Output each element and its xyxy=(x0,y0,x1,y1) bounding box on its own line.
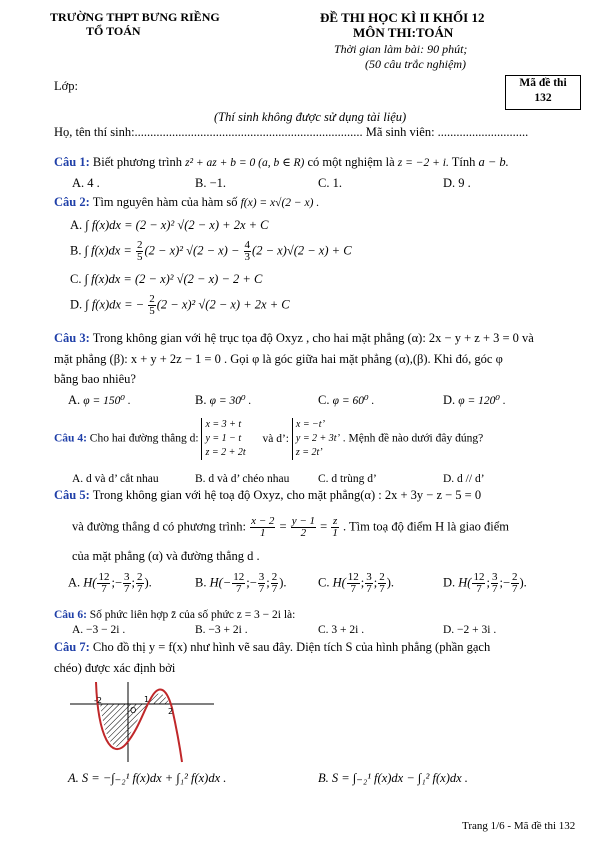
question-6: Câu 6: Số phức liên hợp z̄ của số phức z = 3 − 2i là: xyxy=(54,609,296,621)
graph-label-1: 1 xyxy=(144,695,150,704)
q4-option-b[interactable]: B. d và d’ chéo nhau xyxy=(195,473,290,485)
question-1: Câu 1: Biết phương trình z² + az + b = 0 (a, b ∈ R) có một nghiệm là z = −2 + i. Tính a − b. xyxy=(54,155,509,169)
subject: MÔN THI:TOÁN xyxy=(353,25,454,40)
class-label: Lớp: xyxy=(54,79,78,93)
q4-option-c[interactable]: C. d trùng d’ xyxy=(318,473,377,485)
q2-option-d[interactable]: D. ∫ f(x)dx = − $\frac{2}{5}$ (2 − x)² √(2 − x) + 2x + C xyxy=(70,293,290,317)
q6-option-c[interactable]: C. 3 + 2i . xyxy=(318,624,365,636)
no-documents-note: (Thí sinh không được sử dụng tài liệu) xyxy=(214,110,407,124)
department: TỔ TOÁN xyxy=(86,24,141,38)
q6-option-a[interactable]: A. −3 − 2i . xyxy=(72,624,126,636)
exam-code-box xyxy=(505,75,581,110)
exam-code-value: 132 xyxy=(534,92,552,104)
q1-option-a[interactable]: A. 4 . xyxy=(72,176,100,190)
q3-option-a[interactable]: A. φ = 150⁰ . xyxy=(68,393,131,407)
exam-title: ĐỀ THI HỌC KÌ II KHỐI 12 xyxy=(320,10,485,25)
q5-option-d[interactable]: D. H( $\frac{12}{7}$ ; $\frac{3}{7}$ ;− $\frac{2}{7}$ ). xyxy=(443,571,527,595)
q6-option-d[interactable]: D. −2 + 3i . xyxy=(443,624,497,636)
question-5-line3: của mặt phẳng (α) và đường thẳng d . xyxy=(72,549,260,563)
q3-option-d[interactable]: D. φ = 120⁰ . xyxy=(443,393,506,407)
graph-label-origin: O xyxy=(130,706,137,715)
line-d-prime-system: x = −t’ y = 2 + 3t’ z = 2t’ xyxy=(292,418,340,460)
graph-label-2: 2 xyxy=(168,707,174,716)
question-4: Câu 4: Cho hai đường thẳng d: x = 3 + t y = 1 − t z = 2 + 2t và d’: x = −t’ y = 2 + 3t’ z = 2t’ . Mệnh đề nào dưới đây đúng? xyxy=(54,419,484,458)
q3-option-c[interactable]: C. φ = 60⁰ . xyxy=(318,393,375,407)
question-3: Câu 3: Trong không gian với hệ trục tọa độ Oxyz , cho hai mặt phẳng (α): 2x − y + z + 3 = 0 và xyxy=(54,331,534,345)
candidate-name-line: Họ, tên thí sinh:......................................................................... Mã sinh viên: ............................. xyxy=(54,125,529,139)
q1-option-b[interactable]: B. −1. xyxy=(195,176,227,190)
q4-option-a[interactable]: A. d và d’ cắt nhau xyxy=(72,473,159,485)
q1-option-c[interactable]: C. 1. xyxy=(318,176,342,190)
exam-code-label: Mã đề thi xyxy=(519,77,567,89)
question-3-line3: bằng bao nhiêu? xyxy=(54,372,136,386)
question-5-line2: và đường thẳng d có phương trình: $\frac{x - 2}{1}$ = $\frac{y - 1}{2}$ = $\frac{z}{1}$ . Tìm toạ độ điểm H là giao điểm xyxy=(72,515,510,539)
q4-option-d[interactable]: D. d // d’ xyxy=(443,473,485,485)
q6-option-b[interactable]: B. −3 + 2i . xyxy=(195,624,248,636)
q2-option-a[interactable]: A. ∫ f(x)dx = (2 − x)² √(2 − x) + 2x + C xyxy=(70,218,269,232)
question-5: Câu 5: Trong không gian với hệ toạ độ Oxyz, cho mặt phẳng(α) : 2x + 3y − z − 5 = 0 xyxy=(54,488,482,502)
question-3-line2: mặt phẳng (β): x + y + 2z − 1 = 0 . Gọi φ là góc giữa hai mặt phẳng (α),(β). Khi đó, góc φ xyxy=(54,352,503,366)
q2-option-c[interactable]: C. ∫ f(x)dx = (2 − x)² √(2 − x) − 2 + C xyxy=(70,272,263,286)
q7-option-a[interactable]: A. S = −∫₋₂¹ f(x)dx + ∫₁² f(x)dx . xyxy=(68,771,227,785)
question-7: Câu 7: Cho đồ thị y = f(x) như hình vẽ sau đây. Diện tích S của hình phẳng (phần gạch xyxy=(54,640,491,654)
question-count: (50 câu trắc nghiệm) xyxy=(365,57,466,71)
line-d-system: x = 3 + t y = 1 − t z = 2 + 2t xyxy=(201,418,245,460)
exam-time: Thời gian làm bài: 90 phút; xyxy=(334,42,468,56)
q5-option-b[interactable]: B. H(− $\frac{12}{7}$ ;− $\frac{3}{7}$ ; $\frac{2}{7}$ ). xyxy=(195,571,287,595)
q3-option-b[interactable]: B. φ = 30⁰ . xyxy=(195,393,252,407)
q5-option-c[interactable]: C. H( $\frac{12}{7}$ ; $\frac{3}{7}$ ; $\frac{2}{7}$ ). xyxy=(318,571,395,595)
graph-label-minus2: -2 xyxy=(94,696,102,705)
school-name: TRƯỜNG THPT BƯNG RIỀNG xyxy=(50,10,220,24)
q1-option-d[interactable]: D. 9 . xyxy=(443,176,471,190)
question-2: Câu 2: Tìm nguyên hàm của hàm số f(x) = x√(2 − x) . xyxy=(54,195,320,209)
q7-option-b[interactable]: B. S = ∫₋₂¹ f(x)dx − ∫₁² f(x)dx . xyxy=(318,771,468,785)
q5-option-a[interactable]: A. H( $\frac{12}{7}$ ;− $\frac{3}{7}$ ; $\frac{2}{7}$ ). xyxy=(68,571,152,595)
q2-option-b[interactable]: B. ∫ f(x)dx = $\frac{2}{5}$ (2 − x)² √(2 − x) − $\frac{4}{3}$ (2 − x)√(2 − x) + C xyxy=(70,239,352,263)
question-7-line2: chéo) được xác định bởi xyxy=(54,661,176,675)
function-graph xyxy=(66,678,216,764)
page-footer: Trang 1/6 - Mã đề thi 132 xyxy=(462,820,576,832)
